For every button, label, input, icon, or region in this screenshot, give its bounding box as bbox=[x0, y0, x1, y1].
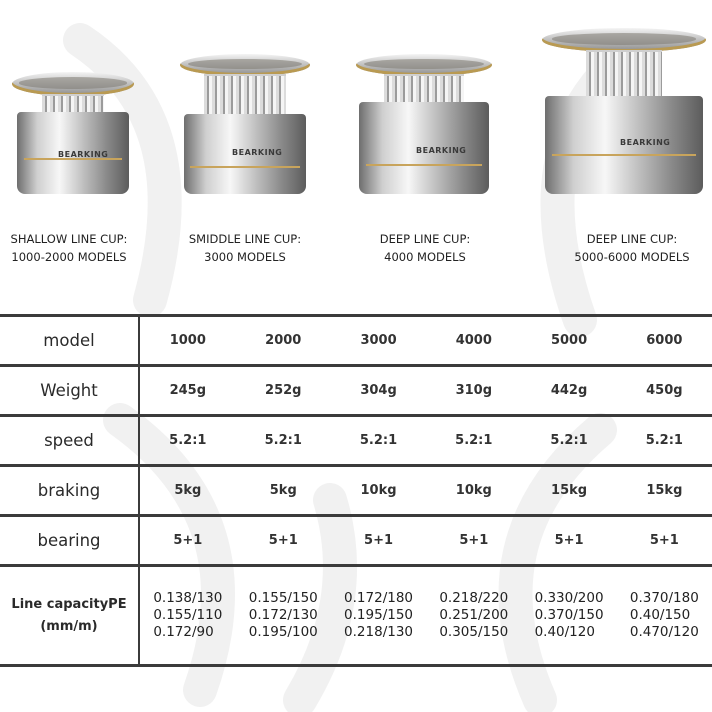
capacity-value: 0.195/150 bbox=[344, 607, 414, 623]
cell-value: 5+1 bbox=[426, 516, 521, 566]
caption-middle bbox=[172, 230, 318, 266]
capacity-value: 0.251/200 bbox=[439, 607, 509, 623]
line-capacity-cell bbox=[139, 566, 236, 666]
caption-line: SHALLOW LINE CUP: bbox=[10, 232, 128, 246]
row-label: speed bbox=[0, 416, 139, 466]
cell-value: 5.2:1 bbox=[236, 416, 331, 466]
cell-value: 5+1 bbox=[236, 516, 331, 566]
line-capacity-cell bbox=[331, 566, 426, 666]
spool-brand-text: BEARKING bbox=[58, 150, 109, 159]
cell-value: 1000 bbox=[139, 316, 236, 366]
caption-line: DEEP LINE CUP: bbox=[586, 232, 678, 246]
row-label-line-capacity bbox=[0, 566, 139, 666]
spool-middle-image bbox=[180, 54, 310, 194]
capacity-value: 0.218/130 bbox=[344, 624, 414, 640]
specs-table bbox=[0, 314, 712, 667]
cell-value: 10kg bbox=[331, 466, 426, 516]
row-label: Weight bbox=[0, 366, 139, 416]
spool-deep-4000-image bbox=[356, 54, 492, 194]
caption-line: 4000 MODELS bbox=[384, 250, 466, 264]
cell-value: 5.2:1 bbox=[139, 416, 236, 466]
row-label: Line capacityPE bbox=[11, 596, 127, 612]
cell-value: 15kg bbox=[521, 466, 616, 516]
capacity-value: 0.172/130 bbox=[248, 607, 318, 623]
cell-value: 5000 bbox=[521, 316, 616, 366]
spool-shallow-image bbox=[12, 72, 134, 196]
caption-line: 3000 MODELS bbox=[204, 250, 286, 264]
spool-brand-text: BEARKING bbox=[620, 138, 671, 147]
cell-value: 2000 bbox=[236, 316, 331, 366]
cell-value: 252g bbox=[236, 366, 331, 416]
row-label: braking bbox=[0, 466, 139, 516]
cell-value: 245g bbox=[139, 366, 236, 416]
cell-value: 310g bbox=[426, 366, 521, 416]
line-capacity-cell bbox=[426, 566, 521, 666]
row-label: bearing bbox=[0, 516, 139, 566]
cell-value: 442g bbox=[521, 366, 616, 416]
caption-line: SMIDDLE LINE CUP: bbox=[188, 232, 302, 246]
capacity-value: 0.370/150 bbox=[534, 607, 604, 623]
line-capacity-cell bbox=[236, 566, 331, 666]
cell-value: 6000 bbox=[617, 316, 712, 366]
cell-value: 304g bbox=[331, 366, 426, 416]
table-row-model bbox=[0, 316, 712, 366]
caption-shallow bbox=[4, 230, 134, 266]
cell-value: 5+1 bbox=[521, 516, 616, 566]
spool-brand-text: BEARKING bbox=[232, 148, 283, 157]
capacity-value: 0.155/110 bbox=[153, 607, 223, 623]
line-capacity-cell bbox=[617, 566, 712, 666]
caption-line: 1000-2000 MODELS bbox=[11, 250, 127, 264]
caption-deep-4000 bbox=[358, 230, 492, 266]
capacity-value: 0.40/120 bbox=[534, 624, 595, 640]
capacity-value: 0.155/150 bbox=[248, 590, 318, 606]
cell-value: 5+1 bbox=[617, 516, 712, 566]
capacity-value: 0.40/150 bbox=[629, 607, 691, 623]
cell-value: 5+1 bbox=[139, 516, 236, 566]
cell-value: 15kg bbox=[617, 466, 712, 516]
capacity-value: 0.330/200 bbox=[534, 590, 604, 606]
capacity-value: 0.195/100 bbox=[248, 624, 318, 640]
capacity-value: 0.305/150 bbox=[439, 624, 509, 640]
capacity-value: 0.138/130 bbox=[153, 590, 223, 606]
cell-value: 4000 bbox=[426, 316, 521, 366]
cell-value: 450g bbox=[617, 366, 712, 416]
spool-brand-text: BEARKING bbox=[416, 146, 467, 155]
capacity-value: 0.172/90 bbox=[153, 624, 214, 640]
cell-value: 5.2:1 bbox=[426, 416, 521, 466]
caption-deep-6000 bbox=[560, 230, 704, 266]
table-row-weight bbox=[0, 366, 712, 416]
table-row-braking bbox=[0, 466, 712, 516]
cell-value: 5.2:1 bbox=[521, 416, 616, 466]
cell-value: 10kg bbox=[426, 466, 521, 516]
caption-line: 5000-6000 MODELS bbox=[574, 250, 690, 264]
capacity-value: 0.370/180 bbox=[629, 590, 699, 606]
capacity-value: 0.172/180 bbox=[344, 590, 414, 606]
cell-value: 3000 bbox=[331, 316, 426, 366]
cell-value: 5.2:1 bbox=[331, 416, 426, 466]
table-row-speed bbox=[0, 416, 712, 466]
row-label-unit: (mm/m) bbox=[40, 618, 98, 634]
table-row-bearing bbox=[0, 516, 712, 566]
caption-line: DEEP LINE CUP: bbox=[379, 232, 471, 246]
capacity-value: 0.218/220 bbox=[439, 590, 509, 606]
cell-value: 5kg bbox=[139, 466, 236, 516]
cell-value: 5.2:1 bbox=[617, 416, 712, 466]
line-capacity-cell bbox=[521, 566, 616, 666]
spool-deep-6000-image bbox=[542, 28, 706, 194]
cell-value: 5+1 bbox=[331, 516, 426, 566]
cell-value: 5kg bbox=[236, 466, 331, 516]
row-label: model bbox=[0, 316, 139, 366]
table-row-line-capacity bbox=[0, 566, 712, 666]
capacity-value: 0.470/120 bbox=[629, 624, 699, 640]
